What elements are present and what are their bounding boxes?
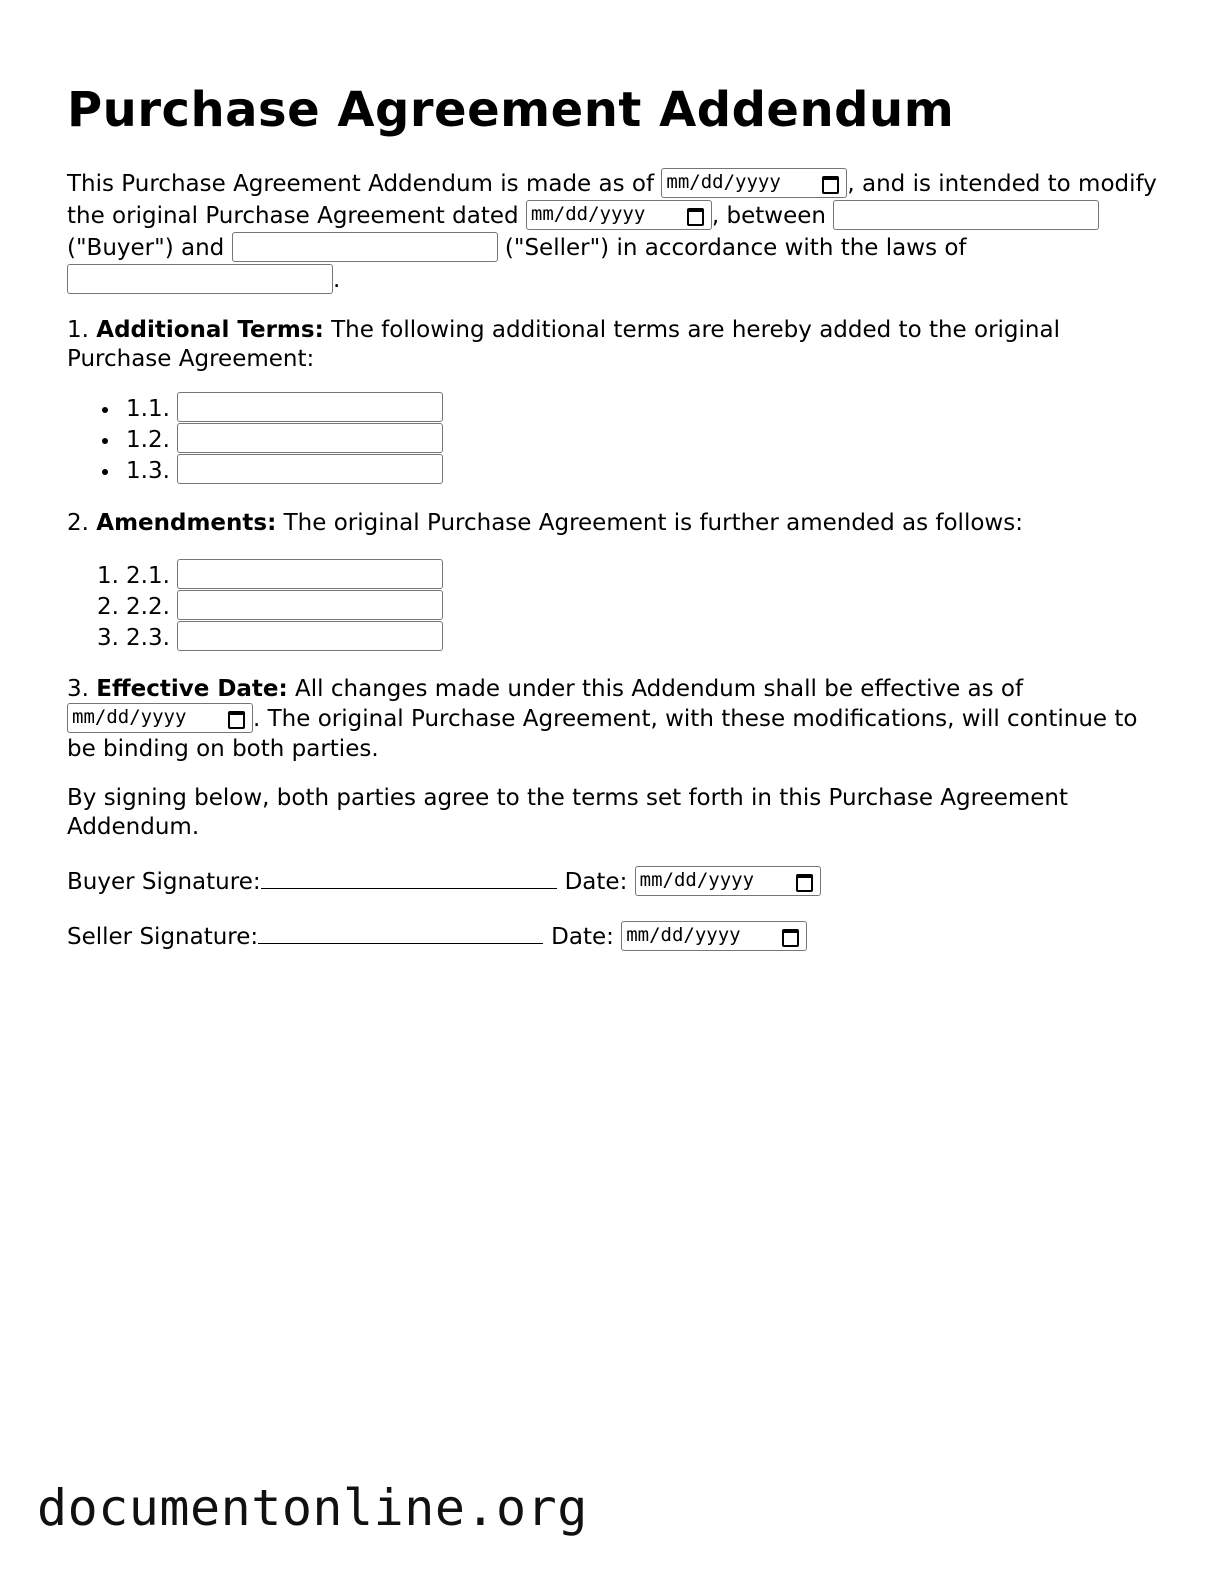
- intro-text-6: .: [333, 267, 341, 293]
- calendar-icon[interactable]: [228, 711, 245, 729]
- seller-signature-label: Seller Signature:: [67, 924, 259, 950]
- intro-text-2: , and is intended to modify the original Purchase Agreement dated: [67, 171, 1157, 229]
- amendment-2-input[interactable]: [177, 590, 443, 620]
- section-heading: Effective Date:: [96, 676, 288, 702]
- item-label: 1.1.: [126, 396, 170, 422]
- list-number: 3.: [97, 625, 119, 651]
- list-item: [67, 394, 1167, 425]
- buyer-signature-label: Buyer Signature:: [67, 869, 261, 895]
- additional-term-3-input[interactable]: [177, 454, 443, 484]
- section-number: 1.: [67, 317, 97, 343]
- addendum-date-input[interactable]: [661, 168, 847, 198]
- buyer-signature-date-input[interactable]: [635, 866, 821, 896]
- additional-term-2-input[interactable]: [177, 423, 443, 453]
- calendar-icon[interactable]: [687, 208, 704, 226]
- list-number: 2.: [97, 594, 119, 620]
- document-page: [67, 80, 1167, 976]
- additional-term-1-input[interactable]: [177, 392, 443, 422]
- section-text-1: All changes made under this Addendum shall be effective as of: [287, 676, 1024, 702]
- section-number: 3.: [67, 676, 97, 702]
- section-text: The following additional terms are hereby added to the original Purchase Agreement:: [67, 317, 1060, 372]
- watermark: documentonline.org: [37, 1479, 588, 1537]
- item-label: 2.3.: [126, 625, 170, 651]
- date-placeholder: mm/dd/yyyy: [530, 202, 646, 225]
- list-item: [67, 592, 1167, 623]
- section-heading: Additional Terms:: [96, 317, 324, 343]
- additional-terms-list: [67, 394, 1167, 487]
- calendar-icon[interactable]: [822, 176, 839, 194]
- seller-signature-row: [67, 921, 1167, 953]
- calendar-icon[interactable]: [796, 874, 813, 892]
- section-heading: Amendments:: [96, 510, 277, 536]
- bullet-icon: [102, 469, 108, 475]
- list-number: 1.: [97, 563, 119, 589]
- bullet-icon: [102, 407, 108, 413]
- list-item: [67, 425, 1167, 456]
- list-item: [67, 456, 1167, 487]
- section-effective-date: [67, 674, 1167, 764]
- seller-signature-date-input[interactable]: [621, 921, 807, 951]
- closing-paragraph: By signing below, both parties agree to the terms set forth in this Purchase Agreement Addendum.: [67, 785, 1069, 840]
- section-amendments: [67, 507, 1167, 539]
- section-number: 2.: [67, 510, 97, 536]
- section-text-2: . The original Purchase Agreement, with these modifications, will continue to be binding on both parties.: [67, 706, 1138, 762]
- calendar-icon[interactable]: [782, 929, 799, 947]
- date-label: Date:: [564, 869, 628, 895]
- effective-date-input[interactable]: [67, 703, 253, 733]
- amendment-3-input[interactable]: [177, 621, 443, 651]
- intro-text-3: , between: [711, 203, 834, 229]
- intro-paragraph: [67, 168, 1167, 296]
- date-placeholder: mm/dd/yyyy: [72, 705, 187, 728]
- date-placeholder: mm/dd/yyyy: [639, 868, 755, 891]
- list-item: [67, 561, 1167, 592]
- amendment-1-input[interactable]: [177, 559, 443, 589]
- buyer-signature-line[interactable]: [261, 866, 557, 889]
- bullet-icon: [102, 438, 108, 444]
- intro-text-5: ("Seller") in accordance with the laws of: [497, 235, 967, 261]
- amendments-list: [67, 561, 1167, 654]
- date-placeholder: mm/dd/yyyy: [626, 923, 741, 946]
- seller-name-input[interactable]: [232, 232, 498, 262]
- original-agreement-date-input[interactable]: [526, 200, 712, 230]
- section-additional-terms: [67, 316, 1167, 374]
- section-text: The original Purchase Agreement is further amended as follows:: [276, 510, 1023, 536]
- item-label: 1.3.: [126, 458, 170, 484]
- seller-signature-line[interactable]: [258, 921, 543, 944]
- intro-text-4: ("Buyer") and: [67, 235, 232, 261]
- item-label: 2.2.: [126, 594, 170, 620]
- date-label: Date:: [551, 924, 614, 950]
- governing-law-input[interactable]: [67, 264, 333, 294]
- buyer-signature-row: [67, 866, 1167, 898]
- item-label: 2.1.: [126, 563, 170, 589]
- list-item: [67, 623, 1167, 654]
- intro-text-1: This Purchase Agreement Addendum is made as of: [67, 171, 662, 197]
- buyer-name-input[interactable]: [833, 200, 1099, 230]
- date-placeholder: mm/dd/yyyy: [666, 170, 781, 193]
- item-label: 1.2.: [126, 427, 170, 453]
- page-title: Purchase Agreement Addendum: [67, 82, 955, 138]
